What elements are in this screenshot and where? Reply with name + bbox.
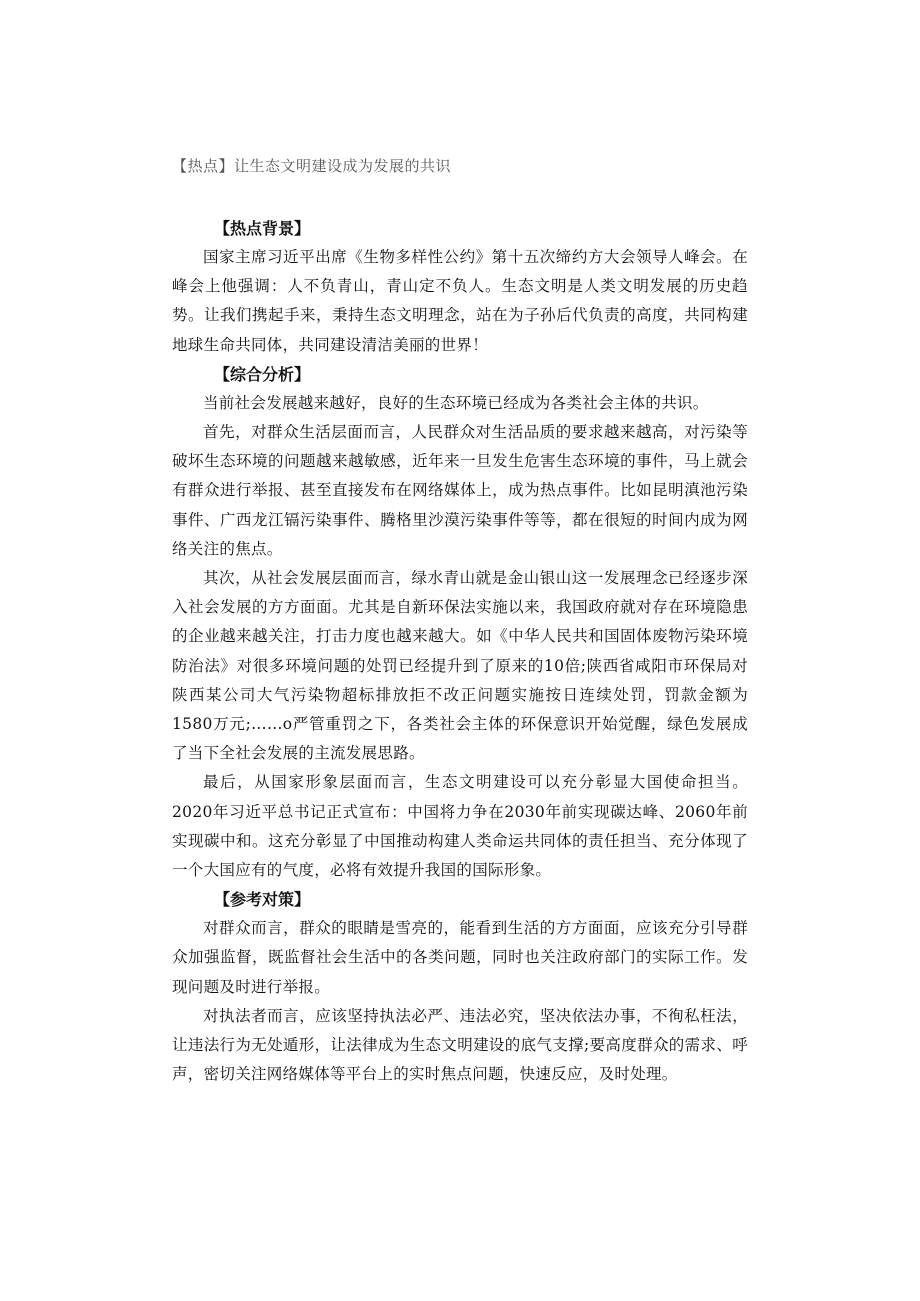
paragraph: 国家主席习近平出席《生物多样性公约》第十五次缔约方大会领导人峰会。在峰会上他强调：人不负青山，青山定不负人。生态文明是人类文明发展的历史趋势。让我们携起手来，秉持生态文明理念，站在为子孙后代负责的高度，共同构建地球生命共同体，共同建设清洁美丽的世界！: [172, 248, 748, 354]
section-heading-analysis: 【综合分析】: [214, 364, 311, 384]
paragraph: 首先，对群众生活层面而言，人民群众对生活品质的要求越来越高，对污染等破坏生态环境的问题越来越敏感，近年来一旦发生危害生态环境的事件，马上就会有群众进行举报、甚至直接发布在网络媒体上，成为热点事件。比如昆明滇池污染事件、广西龙江镉污染事件、腾格里沙漠污染事件等等，都在很短的时间内成为网络关注的焦点。: [172, 423, 748, 558]
paragraph: 对执法者而言，应该坚持执法必严、违法必究，坚决依法办事，不徇私枉法，让违法行为无处遁形，让法律成为生态文明建设的底气支撑;要高度群众的需求、呼声，密切关注网络媒体等平台上的实时焦点问题，快速反应，及时处理。: [172, 1006, 748, 1084]
paragraph: 对群众而言，群众的眼睛是雪亮的，能看到生活的方方面面，应该充分引导群众加强监督，既监督社会生活中的各类问题，同时也关注政府部门的实际工作。发现问题及时进行举报。: [172, 919, 748, 996]
article-body: [172, 214, 748, 1089]
paragraph: 最后，从国家形象层面而言，生态文明建设可以充分彰显大国使命担当。2020年习近平总书记正式宣布：中国将力争在2030年前实现碳达峰、2060年前实现碳中和。这充分彰显了中国推动构建人类命运共同体的责任担当、充分体现了一个大国应有的气度，必将有效提升我国的国际形象。: [172, 773, 748, 880]
section-heading-measures: 【参考对策】: [214, 890, 311, 910]
paragraph: 其次，从社会发展层面而言，绿水青山就是金山银山这一发展理念已经逐步深入社会发展的方方面面。尤其是自新环保法实施以来，我国政府就对存在环境隐患的企业越来越关注，打击力度也越来越大。如《中华人民共和国固体废物污染环境防治法》对很多环境问题的处罚已经提升到了原来的10倍;陕西省咸阳市环保局对陕西某公司大气污染物超标排放拒不改正问题实施按日连续处罚，罚款金额为1580万元;……o严管重罚之下，各类社会主体的环保意识开始觉醒，绿色发展成了当下全社会发展的主流发展思路。: [172, 569, 748, 763]
section-heading-background: 【热点背景】: [214, 219, 311, 238]
paragraph: 当前社会发展越来越好，良好的生态环境已经成为各类社会主体的共识。: [203, 393, 709, 412]
page-title: 【热点】让生态文明建设成为发展的共识: [172, 157, 452, 175]
